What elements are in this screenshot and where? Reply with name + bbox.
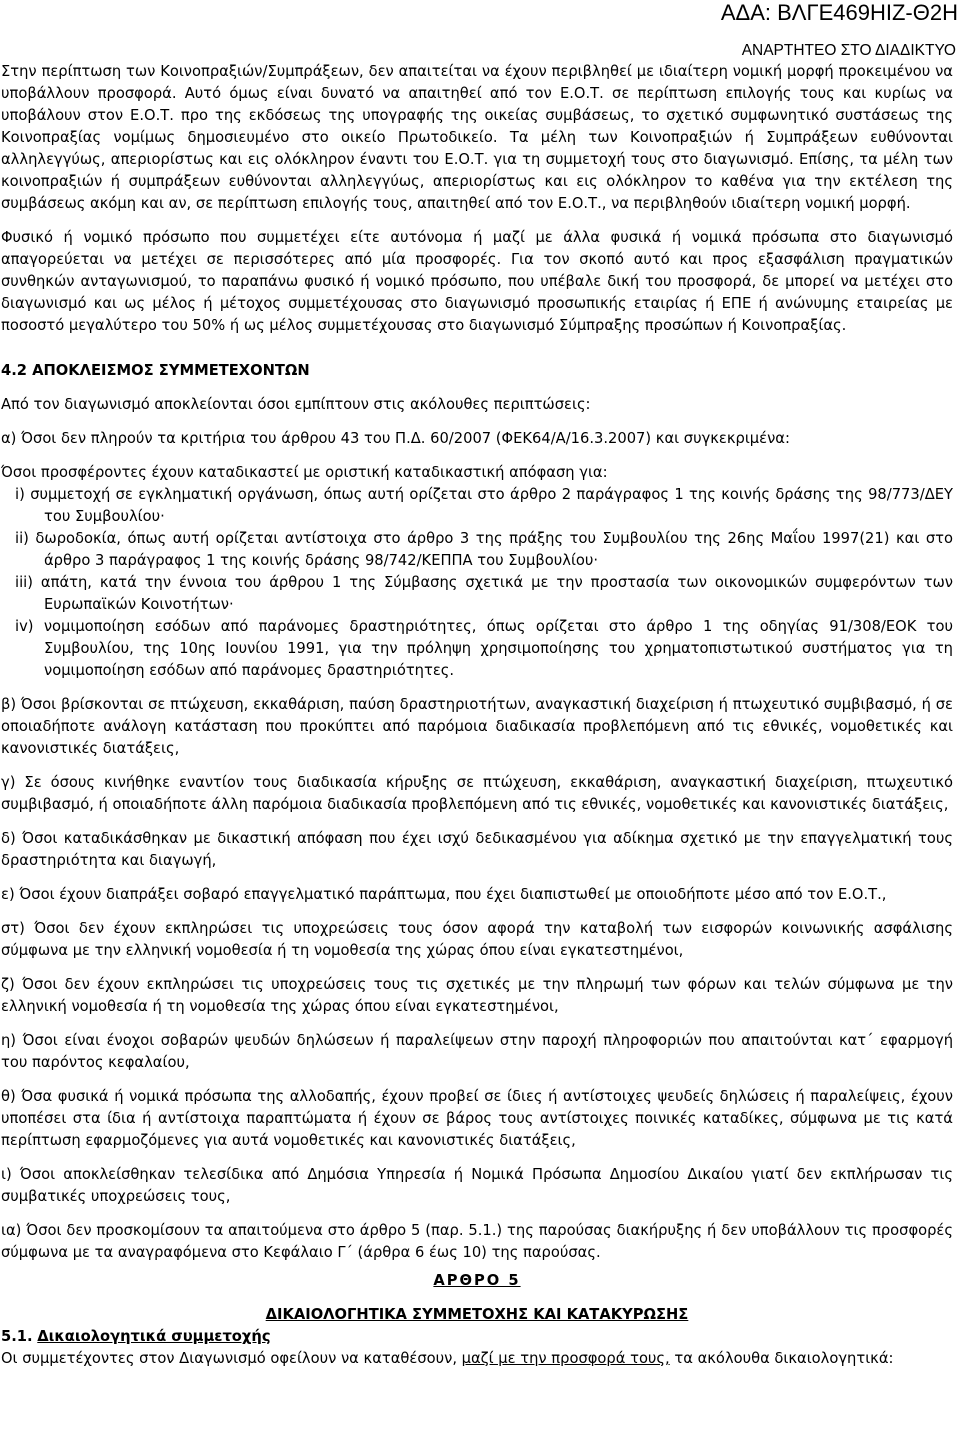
article-5-title-text: ΔΙΚΑΙΟΛΟΓΗΤΙΚΑ ΣΥΜΜΕΤΟΧΗΣ ΚΑΙ ΚΑΤΑΚΥΡΩΣΗΣ [265,1306,689,1323]
exclusion-intro: Από τον διαγωνισμό αποκλείονται όσοι εμπίπτουν στις ακόλουθες περιπτώσεις: [1,396,591,413]
section-5-1-text-b: τα ακόλουθα δικαιολογητικά: [669,1350,894,1367]
exclusion-c: γ) Σε όσους κινήθηκε εναντίον τους διαδικασία κήρυξης σε πτώχευση, εκκαθάριση, αναγκαστική διαχείριση, πτωχευτικό συμβιβασμό, ή οποιαδήποτε άλλη παρόμοια διαδικασία προβλεπόμενη από τις εθνικές, νομοθετικές και κανονιστικές διατάξεις, [1,774,953,813]
section-heading-4-2: 4.2 ΑΠΟΚΛΕΙΣΜΟΣ ΣΥΜΜΕΤΕΧΟΝΤΩΝ [1,362,310,379]
exclusion-h: η) Όσοι είναι ένοχοι σοβαρών ψευδών δηλώσεων ή παραλείψεων στην παροχή πληροφοριών που απαιτούνται κατ΄ εφαρμογή του παρόντος κεφαλαίου, [1,1032,953,1071]
paragraph-joint-ventures: Στην περίπτωση των Κοινοπραξιών/Συμπράξεων, δεν απαιτείται να έχουν περιβληθεί με ιδιαίτερη νομική μορφή προκειμένου να υποβάλλουν προσφορά. Αυτό όμως είναι δυνατό να απαιτηθεί από τον Ε.Ο.Τ. σε περίπτωση επιλογής τους και κυρίως να υποβάλουν στον Ε.Ο.Τ. προ της εκδόσεως της υπογραφής της οικείας συμβάσεως, το σχετικό συμφωνητικό συστάσεως της Κοινοπραξίας νομίμως δημοσιευμένο στο οικείο Πρωτοδικείο. Τα μέλη των Κοινοπραξιών ή Συμπράξεων ευθύνονται αλληλεγγύως, απεριορίστως και εις ολόκληρον έναντι του Ε.Ο.Τ. για τη συμμετοχή τους στο διαγωνισμό. Επίσης, τα μέλη των κοινοπραξιών ή συμπράξεων ευθύνονται αλληλεγγύως, απεριορίστως και εις ολόκληρον το καθένα για την εκτέλεση της συμβάσεως ακόμη και αν, σε περίπτωση επιλογής τους, απαιτηθεί από τον Ε.Ο.Τ., να περιβληθούν ιδιαίτερη νομική μορφή. [1,63,953,212]
section-5-1-number: 5.1. [1,1328,33,1345]
exclusion-a-iii: iii) απάτη, κατά την έννοια του άρθρου 1 της Σύμβασης σχετικά με την προστασία των οικονομικών συμφερόντων των Ευρωπαϊκών Κοινοτήτων· [15,574,953,613]
published-header: ΑΝΑΡΤΗΤΕΟ ΣΤΟ ΔΙΑΔΙΚΤΥΟ [741,42,956,59]
exclusion-a-ii: ii) δωροδοκία, όπως αυτή ορίζεται αντίστοιχα στο άρθρο 3 της πράξης του Συμβουλίου της 26ης Μαΐου 1997(21) και στο άρθρο 3 παράγραφος 1 της κοινής δράσης 98/742/ΚΕΠΠΑ του Συμβουλίου· [15,530,953,569]
exclusion-i: ι) Όσοι αποκλείσθηκαν τελεσίδικα από Δημόσια Υπηρεσία ή Νομικά Πρόσωπα Δημοσίου Δικαίου γιατί δεν εκπλήρωσαν τις συμβατικές υποχρεώσεις τους, [1,1166,953,1205]
section-5-1-title: Δικαιολογητικά συμμετοχής [37,1328,271,1345]
exclusion-a-i: i) συμμετοχή σε εγκληματική οργάνωση, όπως αυτή ορίζεται στο άρθρο 2 παράγραφος 1 της κοινής δράσης της 98/773/ΔΕΥ του Συμβουλίου· [15,486,953,525]
exclusion-a: α) Όσοι δεν πληρούν τα κριτήρια του άρθρου 43 του Π.Δ. 60/2007 (ΦΕΚ64/Α/16.3.2007) και συγκεκριμένα: [1,430,790,447]
exclusion-ia: ια) Όσοι δεν προσκομίσουν τα απαιτούμενα στο άρθρο 5 (παρ. 5.1.) της παρούσας διακήρυξης ή δεν υποβάλλουν τις προσφορές σύμφωνα με τα αναγραφόμενα στο Κεφάλαιο Γ΄ (άρθρα 6 έως 10) της παρούσας. [1,1222,953,1261]
section-5-1-text-underlined: μαζί με την προσφορά τους, [461,1350,670,1367]
exclusion-a-iv: iv) νομιμοποίηση εσόδων από παράνομες δραστηριότητες, όπως ορίζεται στο άρθρο 1 της οδηγίας 91/308/ΕΟΚ του Συμβουλίου, της 10ης Ιουνίου 1991, για την πρόληψη χρησιμοποίησης του χρηματοπιστωτικού συστήματος για τη νομιμοποίηση εσόδων από παράνομες δραστηριότητες. [15,618,953,679]
article-5-title [1,1304,953,1326]
exclusion-e: ε) Όσοι έχουν διαπράξει σοβαρό επαγγελματικό παράπτωμα, που έχει διαπιστωθεί με οποιοδήποτε μέσο από τον Ε.Ο.Τ., [1,886,887,903]
exclusion-a-intro: Όσοι προσφέροντες έχουν καταδικαστεί με οριστική καταδικαστική απόφαση για: [1,464,608,481]
exclusion-d: δ) Όσοι καταδικάσθηκαν με δικαστική απόφαση που έχει ισχύ δεδικασμένου για αδίκημα σχετικό με την επαγγελματική τους δραστηριότητα και διαγωγή, [1,830,953,869]
article-5-label: ΑΡΘΡΟ 5 [433,1272,521,1289]
section-5-1-heading [1,1326,953,1348]
ada-header: ΑΔΑ: ΒΛΓΕ469ΗΙΖ-Θ2Η [720,0,958,25]
section-5-1-text-a: Οι συμμετέχοντες στον Διαγωνισμό οφείλουν να καταθέσουν, [1,1350,462,1367]
article-5-heading [1,1270,953,1292]
exclusion-b: β) Όσοι βρίσκονται σε πτώχευση, εκκαθάριση, παύση δραστηριοτήτων, αναγκαστική διαχείριση ή πτωχευτικό συμβιβασμό, ή σε οποιαδήποτε ανάλογη κατάσταση που προκύπτει από παρόμοια διαδικασία προβλεπόμενη από τις εθνικές, νομοθετικές και κανονιστικές διατάξεις, [1,696,953,757]
exclusion-th: θ) Όσα φυσικά ή νομικά πρόσωπα της αλλοδαπής, έχουν προβεί σε ίδιες ή αντίστοιχες ψευδείς δηλώσεις ή παραλείψεις, έχουν υποπέσει στα ίδια ή αντίστοιχα παραπτώματα ή έχουν σε βάρος τους αντίστοιχες ποινικές καταδίκες, σύμφωνα με τις κατά περίπτωση εφαρμοζόμενες για αυτά νομοθετικές και κανονιστικές διατάξεις, [1,1088,953,1149]
section-5-1-text [1,1348,953,1370]
paragraph-single-offer: Φυσικό ή νομικό πρόσωπο που συμμετέχει είτε αυτόνομα ή μαζί με άλλα φυσικά ή νομικά πρόσωπα στο διαγωνισμό απαγορεύεται να μετέχει σε περισσότερες από μία προσφορές. Για τον σκοπό αυτό και προς εξασφάλιση πραγματικών συνθηκών ανταγωνισμού, το παραπάνω φυσικό ή νομικό πρόσωπο, που υπέβαλε δική του προσφορά, δε μπορεί να μετέχει στο διαγωνισμό και ως μέλος ή μέτοχος συμμετέχουσας στο διαγωνισμό προσωπικής εταιρίας ή ΕΠΕ ή ανώνυμης εταιρείας με ποσοστό μεγαλύτερο του 50% ή ως μέλος συμμετέχουσας στο διαγωνισμό Σύμπραξης προσώπων ή Κοινοπραξίας. [1,229,953,334]
exclusion-st: στ) Όσοι δεν έχουν εκπληρώσει τις υποχρεώσεις τους όσον αφορά την καταβολή των εισφορών κοινωνικής ασφάλισης σύμφωνα με την ελληνική νομοθεσία ή τη νομοθεσία της χώρας όπου είναι εγκατεστημένοι, [1,920,953,959]
exclusion-z: ζ) Όσοι δεν έχουν εκπληρώσει τις υποχρεώσεις τους τις σχετικές με την πληρωμή των φόρων και τελών σύμφωνα με την ελληνική νομοθεσία ή τη νομοθεσία της χώρας όπου είναι εγκατεστημένοι, [1,976,953,1015]
document-body [0,61,960,1370]
